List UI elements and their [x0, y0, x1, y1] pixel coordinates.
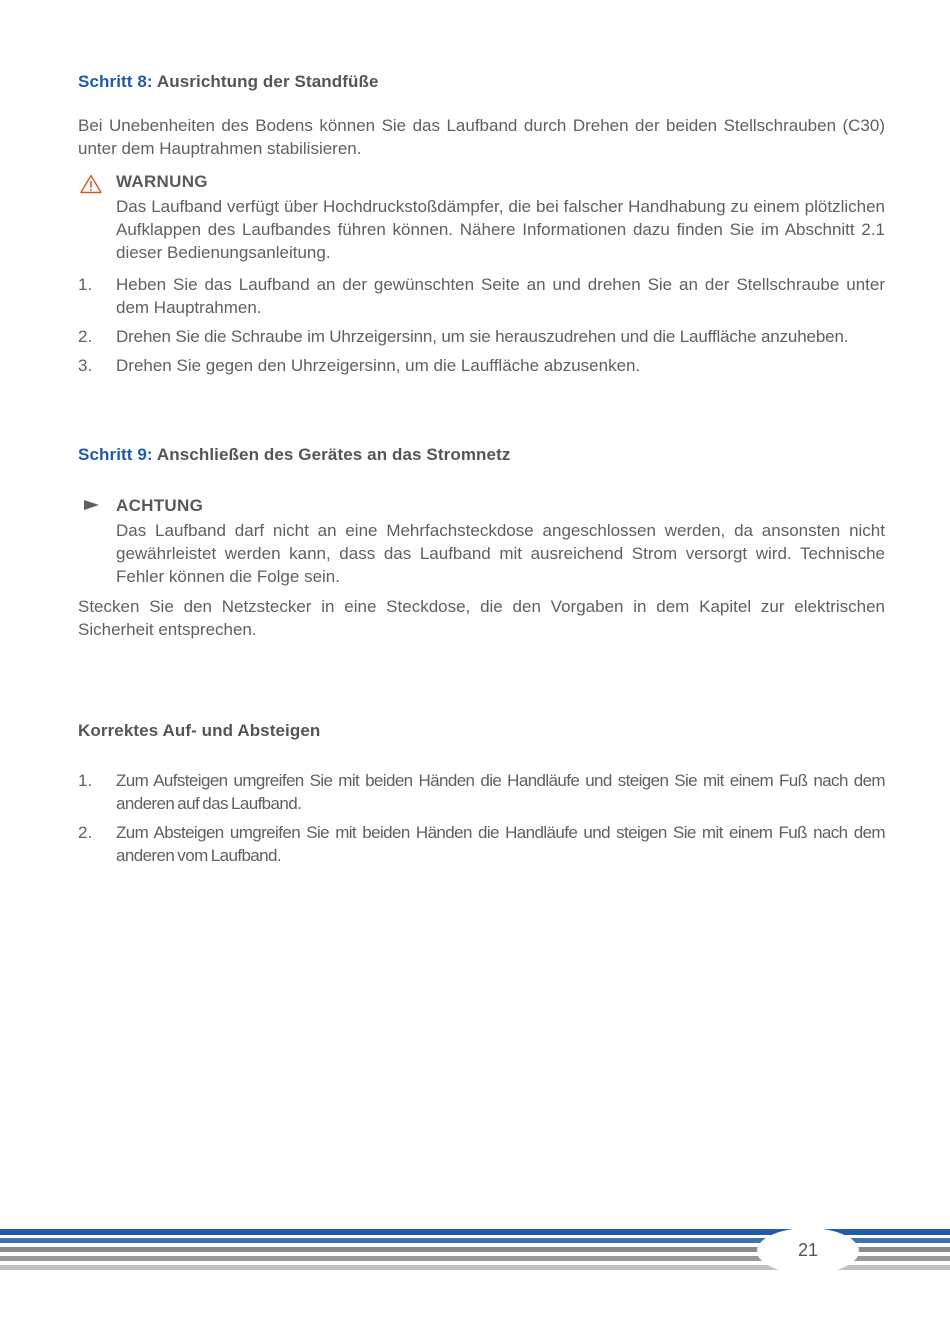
list-item-text: Drehen Sie die Schraube im Uhrzeigersinn, um sie herauszudrehen und die Lauffläche anzuheben. [116, 327, 849, 346]
caution-text: Das Laufband darf nicht an eine Mehrfachsteckdose angeschlossen werden, da ansonsten nicht gewährleistet werden kann, dass das Laufband mit ausreichend Strom versorgt wird. Technische Fehler können die Folge sein. [116, 521, 885, 586]
step8-heading [78, 72, 885, 92]
section3-heading: Korrektes Auf- und Absteigen [78, 721, 321, 740]
step9-outro: Stecken Sie den Netzstecker in eine Steckdose, die den Vorgaben in dem Kapitel zur elektrischen Sicherheit entsprechen. [78, 597, 885, 639]
list-item-number: 1. [78, 771, 93, 790]
step8-label: Schritt 8: [78, 72, 153, 91]
warning-note [78, 172, 885, 262]
list-item-text: Drehen Sie gegen den Uhrzeigersinn, um die Lauffläche abzusenken. [116, 356, 641, 375]
list-item-text: Zum Absteigen umgreifen Sie mit beiden Händen die Handläufe und steigen Sie mit einem Fuß nach dem anderen vom Laufband. [116, 823, 885, 865]
step8-intro: Bei Unebenheiten des Bodens können Sie das Laufband durch Drehen der beiden Stellschrauben (C30) unter dem Hauptrahmen stabilisieren. [78, 116, 885, 158]
step9-label: Schritt 9: [78, 445, 153, 464]
step9-title: Anschließen des Gerätes an das Stromnetz [156, 445, 511, 464]
caution-note [78, 496, 885, 586]
step8-title: Ausrichtung der Standfüße [156, 72, 379, 91]
list-item-text: Heben Sie das Laufband an der gewünschten Seite an und drehen Sie an der Stellschraube unter dem Hauptrahmen. [116, 275, 885, 317]
step9-heading [78, 445, 885, 465]
list-item-number: 2. [78, 823, 93, 842]
page-number: 21 [797, 1240, 819, 1260]
caution-title: ACHTUNG [116, 496, 204, 515]
page-number-badge [757, 1228, 859, 1274]
arrow-pointer-icon [80, 497, 102, 517]
warning-text: Das Laufband verfügt über Hochdruckstoßdämpfer, die bei falscher Handhabung zu einem plötzlichen Aufklappen des Laufbandes führen können. Nähere Informationen dazu finden Sie im Abschnitt 2.1 dieser Bedienungsanleitung. [116, 197, 885, 262]
list-item-number: 3. [78, 356, 93, 375]
list-item-number: 1. [78, 275, 93, 294]
list-item-text: Zum Aufsteigen umgreifen Sie mit beiden Händen die Handläufe und steigen Sie mit einem Fuß nach dem anderen auf das Laufband. [116, 771, 885, 813]
warning-triangle-icon [80, 174, 102, 194]
list-item-number: 2. [78, 327, 93, 346]
warning-title: WARNUNG [116, 172, 208, 191]
